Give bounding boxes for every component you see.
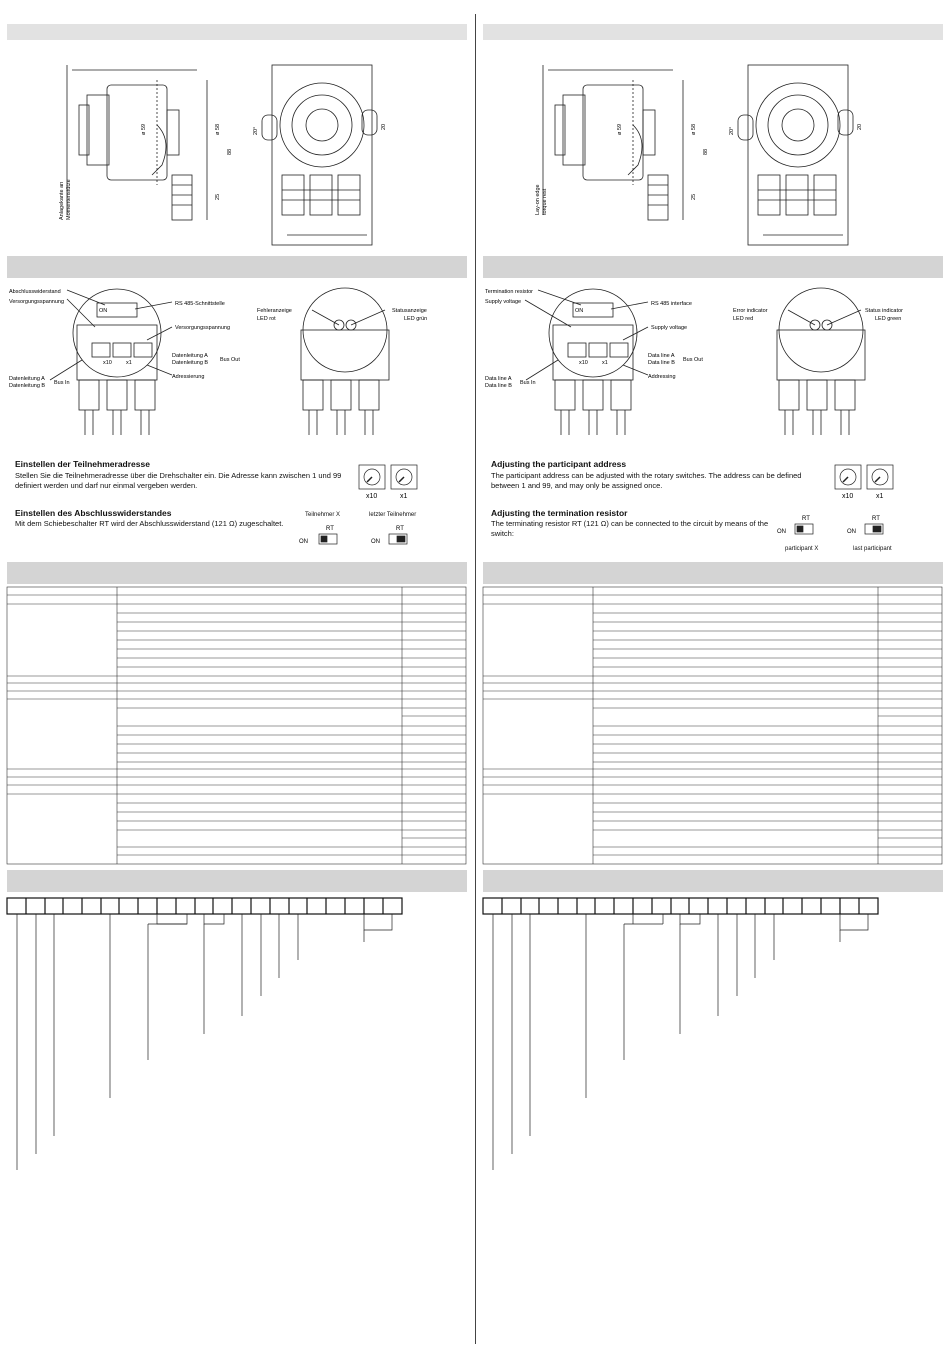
edge-label-2: torque rest (542, 188, 548, 215)
label-on: ON (99, 308, 108, 314)
addr-title: Einstellen der Teilnehmeradresse (15, 459, 150, 469)
on-label-2: ON (371, 539, 380, 545)
dim-d59: ø 59 (617, 123, 623, 135)
slide-switches (775, 512, 895, 542)
label-error-1: Fehleranzeige (257, 308, 292, 314)
participant-x-label: participant X (785, 546, 819, 552)
dimension-drawing (7, 50, 467, 250)
last-participant-label: last participant (853, 546, 892, 552)
rotary-switches (357, 463, 427, 503)
label-addressing: Addressing (648, 374, 676, 380)
order-code-header-bar (483, 870, 943, 892)
on-label-1: ON (777, 529, 786, 535)
label-x10: x10 (103, 360, 112, 366)
label-data-b: Datenleitung B (172, 360, 209, 366)
label-x1: x1 (126, 360, 132, 366)
dim-d58: ø 58 (691, 123, 697, 135)
edge-label-1: Lay-on edge (535, 184, 541, 215)
label-rs485: RS 485 interface (651, 301, 692, 307)
dim-20deg: 20° (729, 126, 735, 135)
dim-25: 25 (691, 193, 697, 200)
term-title: Einstellen des Abschlusswiderstandes (15, 508, 172, 518)
dim-d59: ø 59 (141, 123, 147, 135)
addr-text: The participant address can be adjusted with the rotary switches. The address can be defined between 1 and 99, and may only be assigned once. (491, 471, 802, 490)
on-label-1: ON (299, 539, 308, 545)
tech-data-table (7, 587, 467, 865)
rt-label-1: RT (326, 526, 334, 532)
label-addressing: Adressierung (172, 374, 205, 380)
addr-title: Adjusting the participant address (491, 459, 627, 469)
label-x1: x1 (602, 360, 608, 366)
rt-label-2: RT (396, 526, 404, 532)
label-status-1: Statusanzeige (392, 308, 427, 314)
rt-label-1: RT (802, 516, 810, 522)
label-x10: x10 (579, 360, 588, 366)
edge-label-1: Anlagekante an (59, 181, 65, 220)
dimension-drawing (483, 50, 943, 250)
label-bus-out: Bus Out (220, 357, 240, 363)
label-supply-2: Versorgungsspannung (175, 325, 231, 331)
label-bus-in: Bus In (54, 380, 70, 386)
label-bus-in: Bus In (520, 380, 536, 386)
dim-25: 25 (215, 193, 221, 200)
order-code-diagram (7, 898, 467, 1188)
last-participant-label: letzter Teilnehmer (369, 512, 417, 518)
label-data-b-in: Datenleitung B (9, 383, 46, 389)
label-status-1: Status indicator (865, 308, 903, 314)
dim-20: 20 (381, 123, 387, 130)
dimensions-header-bar (483, 24, 943, 40)
on-label-2: ON (847, 529, 856, 535)
dim-20deg: 20° (253, 126, 259, 135)
tech-data-header-bar (7, 562, 467, 584)
dimensions-header-bar (7, 24, 467, 40)
label-data-a: Data line A (648, 353, 675, 359)
label-error-2: LED red (733, 316, 754, 322)
switch-x10: x10 (842, 493, 854, 500)
label-rs485: RS 485-Schnittstelle (175, 301, 225, 307)
slide-switches (299, 522, 419, 552)
label-status-2: LED green (875, 316, 902, 322)
connection-header-bar (7, 256, 467, 278)
label-error-2: LED rot (257, 316, 276, 322)
tech-data-table (483, 587, 943, 865)
german-column (7, 0, 473, 1353)
page-divider (475, 14, 476, 1344)
label-data-a-in: Data line A (485, 376, 512, 382)
tech-data-header-bar (483, 562, 943, 584)
term-text: The terminating resistor RT (121 Ω) can be connected to the circuit by means of the switch: (491, 519, 769, 538)
label-supply-2: Supply voltage (651, 325, 688, 331)
dim-20: 20 (857, 123, 863, 130)
addr-text: Stellen Sie die Teilnehmeradresse über die Drehschalter ein. Die Adresse kann zwischen 1 und 99 definiert werden und darf nur einmal vergeben werden. (15, 471, 342, 490)
switch-x10: x10 (366, 493, 378, 500)
participant-x-label: Teilnehmer X (305, 512, 341, 518)
label-supply-1: Supply voltage (485, 299, 522, 305)
switch-x1: x1 (876, 493, 884, 500)
label-termination: Termination resistor (485, 289, 533, 295)
dim-88: 88 (703, 148, 709, 155)
edge-label-2: Momentenstütze (66, 179, 72, 220)
label-termination: Abschlusswiderstand (9, 289, 61, 295)
dim-d58: ø 58 (215, 123, 221, 135)
order-code-header-bar (7, 870, 467, 892)
dim-88: 88 (227, 148, 233, 155)
label-bus-out: Bus Out (683, 357, 703, 363)
term-text: Mit dem Schiebeschalter RT wird der Abschlusswiderstand (121 Ω) zugeschaltet. (15, 519, 284, 528)
connection-drawing (483, 285, 943, 445)
label-on: ON (575, 308, 584, 314)
order-code-diagram (483, 898, 943, 1188)
switch-x1: x1 (400, 493, 408, 500)
label-data-b-in: Data line B (485, 383, 512, 389)
connection-drawing (7, 285, 467, 445)
connection-header-bar (483, 256, 943, 278)
term-title: Adjusting the termination resistor (491, 508, 628, 518)
rt-label-2: RT (872, 516, 880, 522)
rotary-switches (833, 463, 903, 503)
english-column (483, 0, 949, 1353)
label-data-a-in: Datenleitung A (9, 376, 45, 382)
label-data-b: Data line B (648, 360, 675, 366)
label-supply-1: Versorgungsspannung (9, 299, 65, 305)
label-data-a: Datenleitung A (172, 353, 208, 359)
label-status-2: LED grün (404, 316, 428, 322)
label-error-1: Error indicator (733, 308, 768, 314)
